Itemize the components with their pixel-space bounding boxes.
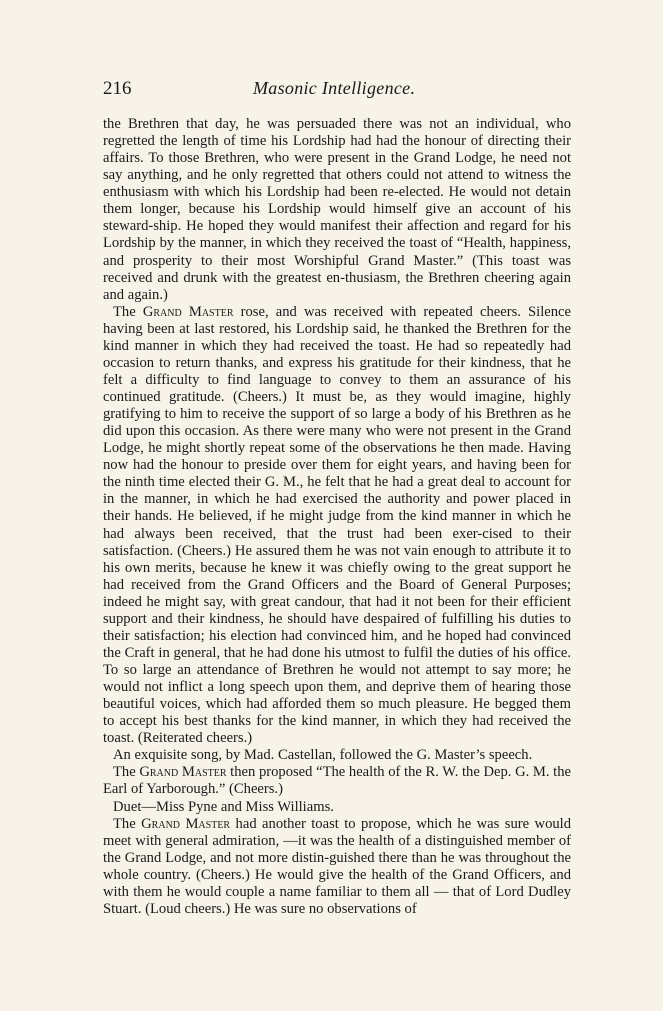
text-run: The	[113, 303, 143, 320]
running-title: Masonic Intelligence.	[253, 78, 416, 98]
book-page	[103, 78, 571, 918]
text-run: Duet—Miss Pyne and Miss Williams.	[113, 798, 334, 815]
paragraph	[103, 304, 571, 748]
text-run: An exquisite song, by Mad. Castellan, followed the G. Master’s speech.	[113, 747, 533, 764]
text-run: then proposed “The health of the R. W. the Dep. G. M. the Earl of Yarborough.” (Cheers.)	[103, 764, 572, 798]
text-run: had another toast to propose, which he was sure would meet with general admiration, —it was the health of a distinguished member of the Grand Lodge, and not more distin-guished there than he was throughout the whole country. (Cheers.) He would give the health of the Grand Officers, and with them he would couple a name familiar to them all — that of Lord Dudley Stuart. (Loud cheers.) He was sure no observations of	[103, 815, 572, 917]
paragraph	[103, 764, 571, 798]
speaker-name: Grand Master	[139, 764, 227, 781]
paragraph	[103, 816, 571, 918]
text-run: the Brethren that day, he was persuaded there was not an individual, who regretted the length of time his Lordship had had the honour of directing their affairs. To those Brethren, who were present in the Grand Lodge, he need not say anything, and he only regretted that others could not attend to witness the enthusiasm with which his Lordship had been re-elected. He would not detain them longer, because his Lordship would himself give an account of his steward-ship. He hoped they would manifest their affection and regard for his Lordship by the manner, in which they received the toast of “Health, happiness, and prosperity to their most Worshipful Grand Master.” (This toast was received and drunk with the greatest en-thusiasm, the Brethren cheering again and again.)	[103, 116, 571, 303]
body-text	[103, 116, 571, 918]
page-number: 216	[103, 78, 132, 99]
text-run: The	[113, 764, 140, 781]
text-run: rose, and was received with repeated cheers. Silence having been at last restored, his Lordship said, he thanked the Brethren for the kind manner in which they had received the toast. He had so repeatedly had occasion to return thanks, and express his gratitude for their kindness, that he felt a difficulty to find language to convey to them an assurance of his continued gratitude. (Cheers.) It must be, as they would imagine, highly gratifying to him to receive the support of so large a body of his Brethren as he did upon this occasion. As there were many who were not present in the Grand Lodge, he might shortly repeat some of the observations he then made. Having now had the honour to preside over them for eight years, and having been for the ninth time elected their G. M., he felt that he had a great deal to account for in the manner, in which he had exercised the authority and power placed in their hands. He believed, if he might judge from the kind manner in which he had always been received, that the trust had been exer-cised to their satisfaction. (Cheers.) He assured them he was not vain enough to attribute it to his own merits, because he knew it was chiefly owing to the great support he had received from the Grand Officers and the Board of General Purposes; indeed he might say, with great candour, that had it not been for their efficient support and their kindness, he should have despaired of fulfilling his duties to their satisfaction; his election had convinced him, and he hoped had convinced the Craft in general, that he had done his utmost to fulfil the duties of his office. To so large an attendance of Brethren he would not attempt to say more; he would not inflict a long speech upon them, and deprive them of hearing those beautiful voices, which had afforded them so much pleasure. He begged them to accept his best thanks for the kind manner, in which they had received the toast. (Reiterated cheers.)	[103, 303, 571, 747]
speaker-name: Grand Master	[142, 303, 234, 320]
speaker-name: Grand Master	[141, 815, 231, 832]
page-header	[103, 78, 571, 102]
paragraph-continued	[103, 116, 571, 304]
text-run: The	[113, 815, 142, 832]
paragraph	[103, 747, 571, 764]
paragraph	[103, 799, 571, 816]
